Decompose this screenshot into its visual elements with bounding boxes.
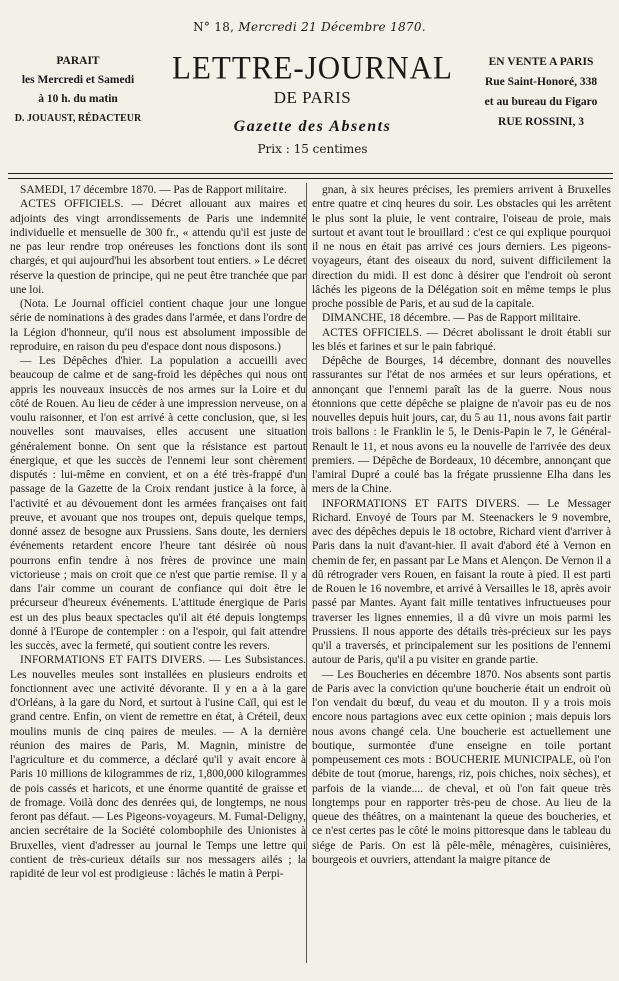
newspaper-subtitle: DE PARIS	[273, 88, 352, 107]
column-left	[10, 183, 306, 881]
publication-line-2: les Mercredi et Samedi	[21, 74, 135, 86]
publication-line-3: à 10 h. du matin	[38, 93, 118, 105]
publication-line-1: PARAIT	[56, 55, 100, 67]
paragraph: ACTES OFFICIELS. — Décret allouant aux maires et adjoints des vingt arrondissements de Paris une indemnité individuelle et mensuelle de 300 fr., « attendu qu'il est juste de ne pas leur rendre trop onéreuses les fonctions dont ils sont chargés, et qui aujourd'hui les absorbent tout entiers. » Le décret réserve la question de principe, qui ne peut être tranchée que par une loi.	[10, 198, 306, 296]
newspaper-gazette: Gazette des Absents	[233, 118, 392, 135]
publication-info	[8, 52, 148, 128]
sale-line-2: Rue Saint-Honoré, 338	[484, 76, 598, 88]
issue-date: Mercredi 21 Décembre 1870.	[238, 20, 426, 34]
paragraph: INFORMATIONS ET FAITS DIVERS. — Le Messager Richard. Envoyé de Tours par M. Steenackers le 9 novembre, avec des dépêches depuis le 18 octobre, Richard vient d'arriver à Paris dans la nuit d'avant-hier. Il avait d'abord été à Vernon en chemin de fer, en passant par Le Mans et Alençon. De Vernon il a dû rétrograder vers Rouen, en faisant la route à pied. Il est parti de Rouen le 16 novembre, et arrivé à Versailles le 18, après avoir passé par Mantes. Ayant fait mille tentatives infructueuses pour traverser les lignes ennemies, il a dû vivre un mois parmi les Prussiens. Il nous apporte des détails très-précieux sur les pays qu'il a traversés, et principalement sur les positions de l'ennemi autour de Paris, qu'il a pu visiter en grande partie.	[312, 497, 611, 667]
sale-line-3: et au bureau du Figaro	[484, 96, 598, 108]
masthead	[160, 50, 465, 156]
sale-line-1: EN VENTE A PARIS	[488, 56, 594, 68]
paragraph: ACTES OFFICIELS. — Décret abolissant le droit établi sur les blés et farines et sur le pain fabriqué.	[312, 326, 611, 353]
publication-line-4: D. JOUAUST, RÉDACTEUR	[14, 113, 142, 124]
paragraph: gnan, à six heures précises, les premiers arrivent à Bruxelles entre quatre et cinq heures du soir. Les obstacles qui les arrêtent le plus sont la pluie, le vent contraire, l'oiseau de proie, mais surtout et avant tout le brouillard : c'est ce qui explique pourquoi il ne nous en était pas arrivé ces jours derniers. Les pigeons-voyageurs, étant des oiseaux du nord, suivent difficilement la direction du midi. Il est donc à désirer que l'endroit où seront lâchés les pigeons de la Délégation soit en même temps le plus proche possible de Paris, et au sud de la capitale.	[312, 184, 611, 310]
sale-info	[470, 52, 612, 132]
paragraph: DIMANCHE, 18 décembre. — Pas de Rapport militaire.	[322, 312, 581, 325]
paragraph: Dépêche de Bourges, 14 décembre, donnant des nouvelles rassurantes sur l'état de nos armées et sur leurs opérations, et annonçant que l'ennemi paraît las de la guerre. Nous nous étonnions que cette dépêche se plaigne de n'avoir pas eu de nos nouvelles depuis huit jours, car, du 5 au 11, nous avons fait partir trois ballons : le Franklin le 5, le Denis-Papin le 7, le Général-Renault le 11, et nous avons eu la nouvelle de l'arrivée des deux premiers. — Dépêche de Bordeaux, 10 décembre, annonçant que l'amiral Dupré a coulé bas la frégate prussienne Elha dans les mers de la Chine.	[312, 355, 611, 496]
column-divider	[306, 183, 307, 963]
paragraph: INFORMATIONS ET FAITS DIVERS. — Les Subsistances. Les nouvelles meules sont installées en plusieurs endroits et fonctionnent avec une activité dévorante. Il y en a à la gare d'Orléans, à la gare du Nord, et surtout à l'usine Caïl, qui est le grand centre. Enfin, on vient de remettre en état, à Créteil, deux moulins munis de cinq paires de meules. — A la dernière réunion des maires de Paris, M. Magnin, ministre de l'agriculture et du commerce, a déclaré qu'il y avait encore à Paris 10 millions de kilogrammes de riz, 1,800,000 kilogrammes de pois cassés et haricots, et une énorme quantité de graisse et de fromage. Voilà donc des denrées qui, de longtemps, ne nous feront pas défaut. — Les Pigeons-voyageurs. M. Fumal-Deligny, ancien secrétaire de la Société colombophile des Unionistes à Bruxelles, vient d'adresser au journal le Temps une lettre qui contient de très-curieux détails sur nos messagers ailés ; la rapidité de leur vol est prodigieuse : lâchés le matin à Perpi-	[10, 654, 306, 880]
newspaper-title: LETTRE-JOURNAL	[172, 49, 453, 86]
paragraph: — Les Boucheries en décembre 1870. Nos absents sont partis de Paris avec la conviction qu'une boucherie était un endroit où l'on vendait du bœuf, du veau et du mouton. Il y a trois mois encore nous partagions avec eux cette opinion ; mais depuis lors nous avons changé cela. Une boucherie est actuellement une boutique, surmontée d'une enseigne en toile portant pompeusement ces mots : BOUCHERIE MUNICIPALE, où l'on débite de tout (morue, harengs, riz, pois chiches, noix sèches), et parfois de la viande.... de cheval, et où l'on fait queue très longtemps pour en rapporter très-peu de chose. Au lieu de la queue des théâtres, on a maintenant la queue des boucheries, et ce n'est certes pas le côté le moins pittoresque dans le tableau du siége de Paris. On est là pêle-mêle, ménagères, cuisinières, bourgeois et ouvriers, attendant la maigre pitance de	[312, 668, 611, 866]
paragraph: SAMEDI, 17 décembre 1870. — Pas de Rapport militaire.	[20, 184, 287, 196]
header-rule	[8, 173, 613, 179]
column-right	[312, 183, 611, 867]
paragraph: — Les Dépêches d'hier. La population a accueilli avec beaucoup de calme et de sang-froid les dépêches qui nous ont appris les nouveaux insuccès de nos armes sur la Loire et du côté de Rouen. Au lieu de céder à une impression nerveuse, on a voulu raisonner, et l'on est arrivé à cette conclusion, que, si les nouvelles sont mauvaises, elles accusent une situation généralement bonne. On sent que la résistance est partout énergique, et que les succès de l'ennemi leur sont chèrement disputés : lui-même en convient, et on a été très-frappé d'un passage de la Gazette de la Croix rendant justice à la force, à l'activité et au dévouement dont les armées françaises ont fait preuve, et avouant que nos troupes ont, depuis quelque temps, donné assez de besogne aux Prussiens. Sans doute, les derniers événements retardent encore l'heure tant désirée où nous pourrons enfin tendre à nos frères de province une main victorieuse ; mais on croit que ce n'est que partie remise. Il y a dans l'air comme un courant de confiance qui doit être le précurseur d'heureux événements. L'attitude énergique de Paris est un des plus beaux spectacles qu'il ait été depuis longtemps donné à l'Europe de contempler : on a l'espoir, qui fait attendre les succès, avec la fermeté, qui soutient contre les revers.	[10, 355, 306, 652]
issue-number: N° 18,	[193, 20, 235, 34]
paragraph: (Nota. Le Journal officiel contient chaque jour une longue série de nominations à des grades dans l'armée, et dans l'ordre de la Légion d'honneur, qu'il nous est absolument impossible de reproduire, en raison du peu d'espace dont nous disposons.)	[10, 298, 306, 353]
sale-line-4: RUE ROSSINI, 3	[498, 116, 584, 128]
issue-line	[0, 20, 619, 34]
newspaper-price: Prix : 15 centimes	[257, 142, 368, 156]
